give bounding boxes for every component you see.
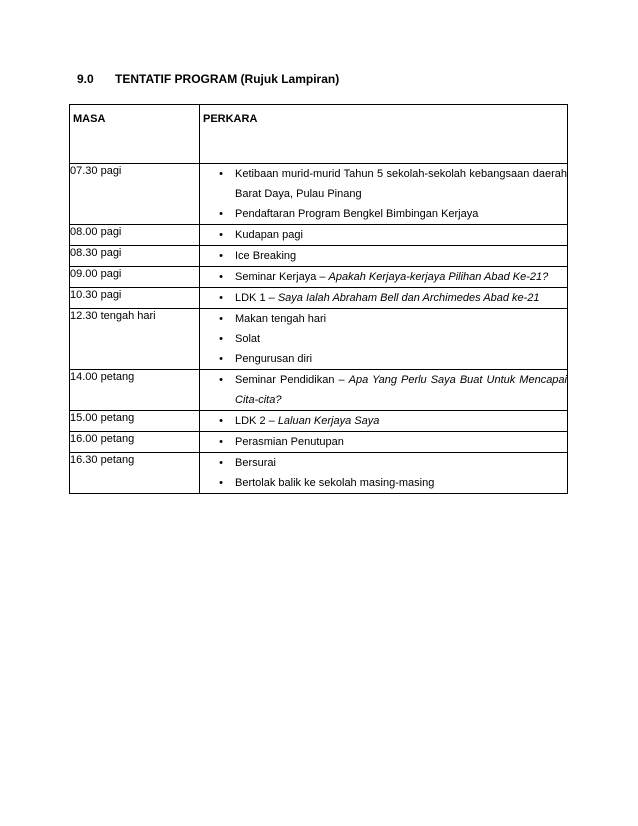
activity-label: Solat xyxy=(235,333,261,345)
list-item xyxy=(200,453,567,473)
activity-label: Makan tengah hari xyxy=(235,313,327,325)
time-cell: 09.00 pagi xyxy=(70,267,200,288)
list-item xyxy=(200,309,567,329)
section-title: TENTATIF PROGRAM (Rujuk Lampiran) xyxy=(115,72,340,86)
table-row xyxy=(70,225,568,246)
activity-text xyxy=(235,225,567,245)
bullet-icon: • xyxy=(219,353,223,365)
activity-text xyxy=(235,288,567,308)
activity-label: Pendaftaran Program Bengkel Bimbingan Kerjaya xyxy=(235,208,479,220)
activity-text xyxy=(235,411,567,431)
activity-label: Kudapan pagi xyxy=(235,229,303,241)
activity-label: Perasmian Penutupan xyxy=(235,436,344,448)
activity-label: Seminar Pendidikan – xyxy=(235,374,349,386)
activity-cell xyxy=(200,246,568,267)
list-item xyxy=(200,411,567,431)
activity-cell xyxy=(200,432,568,453)
activity-label: LDK 1 – xyxy=(235,292,278,304)
section-number: 9.0 xyxy=(77,72,94,86)
activity-cell xyxy=(200,225,568,246)
time-cell: 10.30 pagi xyxy=(70,288,200,309)
activity-text xyxy=(235,204,567,224)
bullet-icon: • xyxy=(219,415,223,427)
activity-text xyxy=(235,267,567,287)
time-cell: 08.30 pagi xyxy=(70,246,200,267)
time-cell: 16.30 petang xyxy=(70,453,200,494)
bullet-icon: • xyxy=(219,436,223,448)
table-row xyxy=(70,288,568,309)
activity-cell xyxy=(200,267,568,288)
bullet-icon: • xyxy=(219,313,223,325)
activity-topic: Apa Yang Perlu Saya Buat Untuk Mencapai Cita-cita? xyxy=(235,374,567,406)
activity-text xyxy=(235,370,567,410)
list-item xyxy=(200,267,567,287)
activity-cell xyxy=(200,370,568,411)
bullet-icon: • xyxy=(219,229,223,241)
activity-text xyxy=(235,432,567,452)
bullet-icon: • xyxy=(219,477,223,489)
activity-text xyxy=(235,453,567,473)
activity-cell xyxy=(200,288,568,309)
bullet-icon: • xyxy=(219,457,223,469)
table-row xyxy=(70,370,568,411)
table-row xyxy=(70,453,568,494)
time-cell: 12.30 tengah hari xyxy=(70,309,200,370)
list-item xyxy=(200,370,567,410)
section-heading xyxy=(77,72,339,86)
list-item xyxy=(200,288,567,308)
table-row xyxy=(70,246,568,267)
time-cell: 16.00 petang xyxy=(70,432,200,453)
bullet-icon: • xyxy=(219,271,223,283)
bullet-icon: • xyxy=(219,168,223,180)
activity-label: Bertolak balik ke sekolah masing-masing xyxy=(235,477,435,489)
schedule-table xyxy=(69,104,568,494)
list-item xyxy=(200,432,567,452)
activity-label: Bersurai xyxy=(235,457,276,469)
time-cell: 15.00 petang xyxy=(70,411,200,432)
list-item xyxy=(200,204,567,224)
activity-text xyxy=(235,473,567,493)
table-row xyxy=(70,309,568,370)
list-item xyxy=(200,349,567,369)
table-row xyxy=(70,267,568,288)
time-cell: 07.30 pagi xyxy=(70,164,200,225)
list-item xyxy=(200,329,567,349)
activity-text xyxy=(235,309,567,329)
bullet-icon: • xyxy=(219,250,223,262)
table-header-row xyxy=(70,105,568,164)
list-item xyxy=(200,225,567,245)
list-item xyxy=(200,164,567,204)
time-cell: 08.00 pagi xyxy=(70,225,200,246)
activity-topic: Laluan Kerjaya Saya xyxy=(277,415,380,427)
time-cell: 14.00 petang xyxy=(70,370,200,411)
activity-label: LDK 2 – xyxy=(235,415,278,427)
header-masa: MASA xyxy=(70,105,200,164)
list-item xyxy=(200,246,567,266)
activity-text xyxy=(235,349,567,369)
activity-cell xyxy=(200,411,568,432)
activity-topic: Apakah Kerjaya-kerjaya Pilihan Abad Ke-21? xyxy=(328,271,549,283)
table-row xyxy=(70,164,568,225)
table-row xyxy=(70,411,568,432)
activity-label: Ketibaan murid-murid Tahun 5 sekolah-sekolah kebangsaan daerah Barat Daya, Pulau Pinang xyxy=(235,168,567,200)
activity-label: Pengurusan diri xyxy=(235,353,313,365)
header-perkara: PERKARA xyxy=(200,105,568,164)
activity-label: Seminar Kerjaya – xyxy=(235,271,329,283)
activity-text xyxy=(235,329,567,349)
bullet-icon: • xyxy=(219,374,223,386)
activity-label: Ice Breaking xyxy=(235,250,297,262)
activity-text xyxy=(235,164,567,204)
bullet-icon: • xyxy=(219,292,223,304)
bullet-icon: • xyxy=(219,333,223,345)
activity-cell xyxy=(200,164,568,225)
bullet-icon: • xyxy=(219,208,223,220)
list-item xyxy=(200,473,567,493)
activity-topic: Saya Ialah Abraham Bell dan Archimedes Abad ke-21 xyxy=(277,292,540,304)
table-row xyxy=(70,432,568,453)
activity-cell xyxy=(200,453,568,494)
activity-text xyxy=(235,246,567,266)
activity-cell xyxy=(200,309,568,370)
